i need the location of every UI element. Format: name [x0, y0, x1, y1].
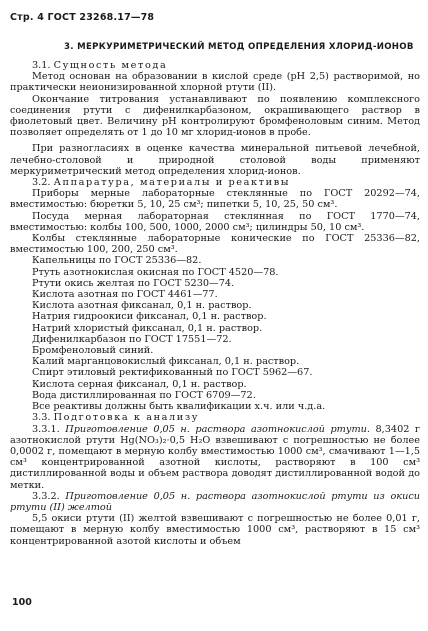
paragraph: 5,5 окиси ртути (II) желтой взвешивают с погрешностью не более 0,01 г, помещают в мерную колбу вместимостью 1000 см³, растворяют в 15 см³ концентрированной азотой кислоты и объем — [10, 513, 420, 547]
paragraph-3-3-2 — [10, 491, 420, 513]
paragraph: Окончание титрования устанавливают по появлению комплексного соединения ртути с дифенилкарбазоном, окрашивающего раствор в фиолетовый цвет. Величину рН контролируют бромфеноловым синим. Метод позволяет определять от 1 до 10 мг хлорид-ионов в пробе. — [10, 93, 420, 139]
list-item: Вода дистиллированная по ГОСТ 6709—72. — [32, 389, 256, 401]
section-title: 3. МЕРКУРИМЕТРИЧЕСКИЙ МЕТОД ОПРЕДЕЛЕНИЯ ХЛОРИД-ИОНОВ — [64, 42, 414, 52]
subsection-heading-3-3 — [10, 412, 420, 423]
clause-text: 8,3402 г азотнокислой ртути Hg(NO₃)₂·0,5 H₂O взвешивают с погрешностью не более 0,0002 г, помещают в мерную колбу вместимостью 1000 см³, смачивают 1—1,5 см³ концентрированной азотной кислоты, растворяют в 100 см³ дистиллированной воды и объем раствора доводят дистиллированной водой до метки. — [10, 423, 420, 491]
clause-title: Приготовление 0,05 н. раствора азотнокислой ртути из окиси ртути (II) желтой — [10, 490, 420, 513]
list-item: Спирт этиловый ректификованный по ГОСТ 5962—67. — [32, 367, 313, 379]
clause-number: 3.3.2. — [32, 490, 60, 502]
document-body — [10, 60, 420, 547]
list-item: Приборы мерные лабораторные стеклянные по ГОСТ 20292—74, вместимостью: бюретки 5, 10, 25 см³; пипетки 5, 10, 25, 50 см³. — [10, 188, 420, 211]
subsection-number: 3.3. — [32, 412, 51, 424]
list-item: Калий марганцовокислый фиксанал, 0,1 н. раствор. — [32, 356, 300, 368]
list-item: Ртуть азотнокислая окисная по ГОСТ 4520—78. — [32, 266, 279, 278]
list-item: Натрий хлористый фиксанал, 0,1 н. раствор. — [32, 322, 263, 334]
list-item: Кислота серная фиксанал, 0,1 н. раствор. — [32, 378, 247, 390]
page-header: Стр. 4 ГОСТ 23268.17—78 — [10, 12, 155, 23]
paragraph: При разногласиях в оценке качества минеральной питьевой лечебной, лечебно-столовой и природной столовой воды применяют меркуриметрический метод определения хлорид-ионов. — [10, 143, 420, 177]
subsection-number: 3.2. — [32, 177, 51, 189]
paragraph-3-3-1 — [10, 424, 420, 491]
paragraph: Метод основан на образовании в кислой среде (рН 2,5) растворимой, но практически неионизированной хлорной ртути (II). — [10, 71, 420, 94]
list-item: Посуда мерная лабораторная стеклянная по ГОСТ 1770—74, вместимостью: колбы 100, 500, 1000, 2000 см³; цилиндры 50, 10 см³. — [10, 210, 420, 233]
subsection-number: 3.1. — [32, 60, 51, 71]
list-item: Колбы стеклянные лабораторные конические по ГОСТ 25336—82, вместимостью 100, 200, 250 см³. — [10, 233, 420, 256]
list-item: Натрия гидроокиси фиксанал, 0,1 н. раствор. — [32, 311, 267, 323]
subsection-heading-3-2 — [10, 177, 420, 188]
list-item: Кислота азотная фиксанал, 0,1 н. раствор. — [32, 300, 252, 312]
subsection-heading-3-1 — [10, 60, 420, 71]
list-item: Бромфеноловый синий. — [32, 345, 154, 357]
list-item: Ртути окись желтая по ГОСТ 5230—74. — [32, 277, 235, 289]
subsection-title: Подготовка к анализу — [53, 412, 200, 424]
subsection-title: Аппаратура, материалы и реактивы — [53, 177, 291, 189]
list-item: Все реактивы должны быть квалификации х.ч. или ч.д.а. — [32, 401, 326, 413]
subsection-title: Сущность метода — [53, 60, 168, 71]
list-item: Дифенилкарбазон по ГОСТ 17551—72. — [32, 333, 232, 345]
clause-number: 3.3.1. — [32, 423, 60, 435]
clause-title: Приготовление 0,05 н. раствора азотнокислой ртути. — [65, 423, 370, 435]
list-item: Кислота азотная по ГОСТ 4461—77. — [32, 289, 218, 301]
page-number: 100 — [12, 597, 32, 608]
list-item: Капельницы по ГОСТ 25336—82. — [32, 255, 202, 267]
